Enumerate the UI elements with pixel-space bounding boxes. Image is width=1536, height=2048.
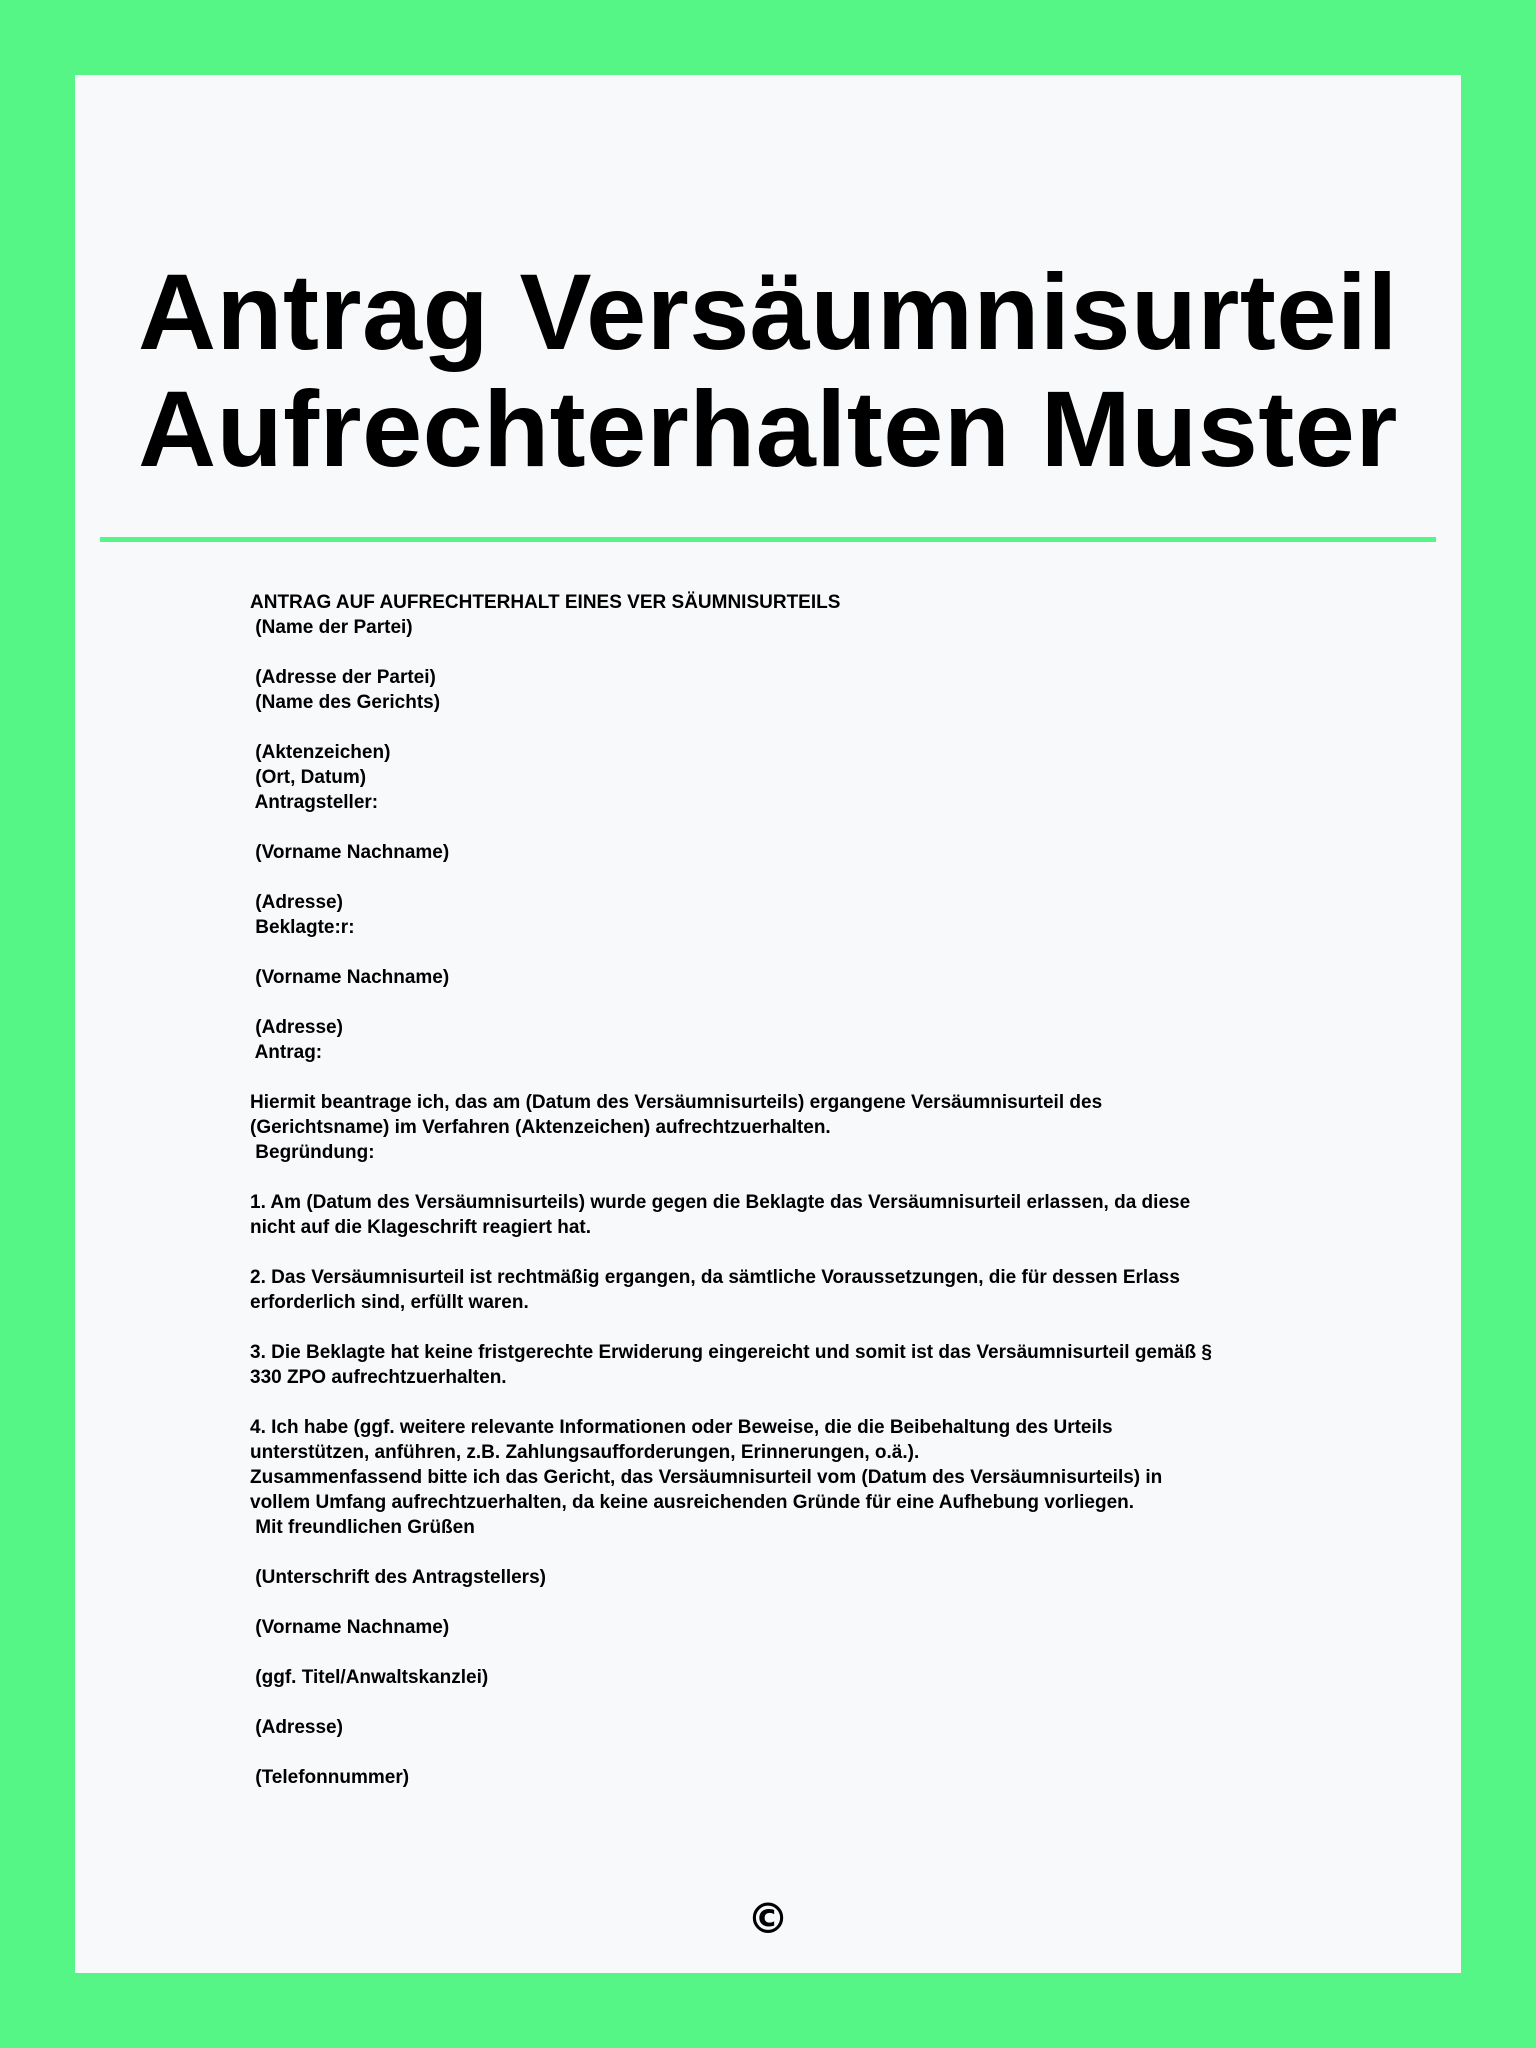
blank-line [250,1315,1340,1340]
body-line: ANTRAG AUF AUFRECHTERHALT EINES VER SÄUMNISURTEILS [250,592,841,613]
body-line: Hiermit beantrage ich, das am (Datum des Versäumnisurteils) ergangene Versäumnisurteil des [250,1092,1103,1113]
blank-line [250,865,1340,890]
blank-line [250,1240,1340,1265]
body-line: (Adresse der Partei) [250,667,436,688]
body-line: (Gerichtsname) im Verfahren (Aktenzeichen) aufrechtzuerhalten. [250,1117,831,1138]
blank-line [250,1165,1340,1190]
blank-line [250,1540,1340,1565]
body-line: (Adresse) [250,1717,343,1738]
body-line: (Name des Gerichts) [250,692,441,713]
body-line: 330 ZPO aufrechtzuerhalten. [250,1367,507,1388]
blank-line [250,1740,1340,1765]
body-line: (Ort, Datum) [250,767,367,788]
body-line: Begründung: [250,1142,375,1163]
body-line: (Unterschrift des Antragstellers) [250,1567,546,1588]
document-title [75,253,1461,487]
body-line: Zusammenfassend bitte ich das Gericht, das Versäumnisurteil vom (Datum des Versäumnisurteils) in [250,1467,1163,1488]
body-line: (Name der Partei) [250,617,413,638]
body-line: Mit freundlichen Grüßen [250,1517,475,1538]
body-line: (Vorname Nachname) [250,842,450,863]
copyright-icon: © [747,1894,789,1943]
body-line: 1. Am (Datum des Versäumnisurteils) wurde gegen die Beklagte das Versäumnisurteil erlassen, da diese [250,1192,1191,1213]
body-line: (Vorname Nachname) [250,1617,450,1638]
blank-line [250,940,1340,965]
blank-line [250,715,1340,740]
title-line-2: Aufrechterhalten Muster [138,368,1398,489]
blank-line [250,1590,1340,1615]
body-line: unterstützen, anführen, z.B. Zahlungsaufforderungen, Erinnerungen, o.ä.). [250,1442,920,1463]
blank-line [250,990,1340,1015]
body-line: Beklagte:r: [250,917,355,938]
document-body [250,590,1340,1790]
body-line: (Aktenzeichen) [250,742,391,763]
body-line: (Telefonnummer) [250,1767,410,1788]
body-line: 3. Die Beklagte hat keine fristgerechte Erwiderung eingereicht und somit ist das Versäumnisurteil gemäß § [250,1342,1212,1363]
body-line: (Adresse) [250,892,343,913]
body-line: (ggf. Titel/Anwaltskanzlei) [250,1667,489,1688]
blank-line [250,1065,1340,1090]
body-line: erforderlich sind, erfüllt waren. [250,1292,529,1313]
blank-line [250,815,1340,840]
body-line: 2. Das Versäumnisurteil ist rechtmäßig ergangen, da sämtliche Voraussetzungen, die für dessen Erlass [250,1267,1180,1288]
title-divider [100,537,1436,542]
blank-line [250,1640,1340,1665]
document-page [75,75,1461,1973]
body-line: vollem Umfang aufrechtzuerhalten, da keine ausreichenden Gründe für eine Aufhebung vorliegen. [250,1492,1135,1513]
blank-line [250,1390,1340,1415]
body-line: Antragsteller: [250,792,379,813]
blank-line [250,640,1340,665]
body-line: (Adresse) [250,1017,343,1038]
blank-line [250,1690,1340,1715]
body-line: (Vorname Nachname) [250,967,450,988]
body-line: nicht auf die Klageschrift reagiert hat. [250,1217,592,1238]
title-line-1: Antrag Versäumnisurteil [138,251,1398,372]
body-line: Antrag: [250,1042,323,1063]
body-line: 4. Ich habe (ggf. weitere relevante Informationen oder Beweise, die die Beibehaltung des Urteils [250,1417,1113,1438]
